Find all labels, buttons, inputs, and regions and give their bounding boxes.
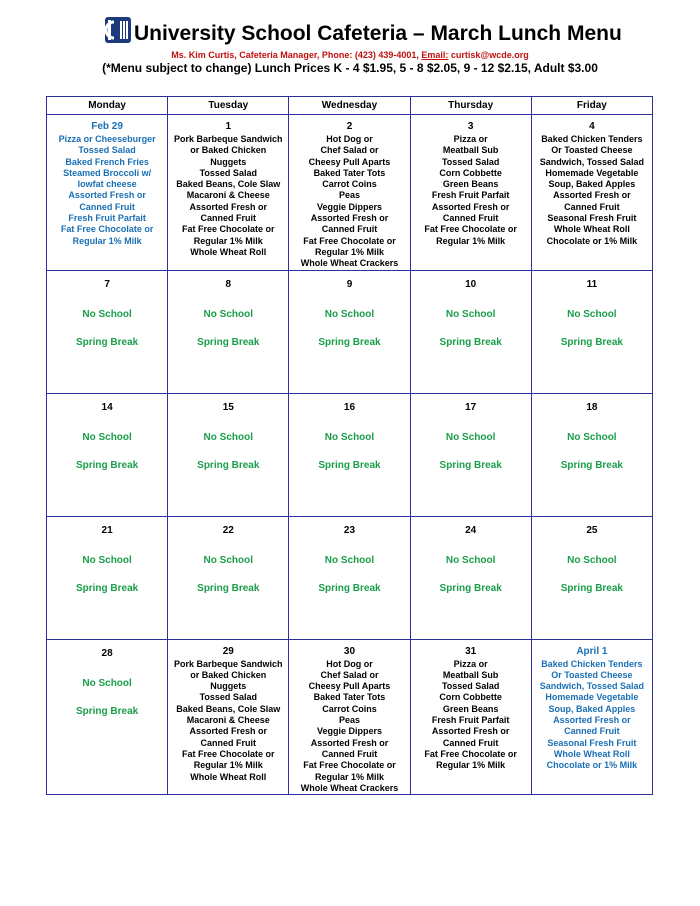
- day-date: 21: [101, 524, 113, 536]
- day-header: Friday: [531, 97, 652, 115]
- menu-item: lowfat cheese: [77, 179, 137, 190]
- price-line: (*Menu subject to change) Lunch Prices K - 4 $1.95, 5 - 8 $2.05, 9 - 12 $2.15, Adult $3.00: [102, 61, 598, 75]
- spring-break-label: Spring Break: [560, 582, 623, 594]
- menu-item: Regular 1% Milk: [193, 760, 263, 771]
- day-cell: [168, 270, 289, 393]
- day-cell: [531, 639, 652, 795]
- menu-item: Regular 1% Milk: [436, 760, 506, 771]
- no-school-label: No School: [445, 308, 496, 320]
- day-date: 31: [465, 645, 477, 657]
- week-row: [47, 516, 653, 639]
- menu-item: Sandwich, Tossed Salad: [539, 681, 645, 692]
- menu-item: or Baked Chicken: [190, 669, 267, 680]
- no-school-label: No School: [445, 554, 496, 566]
- day-date: 28: [101, 647, 113, 659]
- menu-item: Regular 1% Milk: [314, 246, 384, 257]
- day-date: 8: [225, 278, 232, 290]
- day-date: 4: [589, 121, 595, 132]
- menu-items: [411, 134, 531, 247]
- menu-item: Baked Tater Tots: [313, 692, 386, 703]
- no-school-label: No School: [567, 308, 617, 320]
- menu-item: Chef Salad or: [320, 669, 379, 680]
- day-cell: [410, 639, 531, 795]
- menu-item: Nuggets: [210, 681, 247, 692]
- menu-item: Baked Beans, Cole Slaw: [176, 703, 281, 714]
- menu-item: Pizza or Cheeseburger: [58, 134, 156, 144]
- menu-items: [532, 134, 652, 247]
- menu-items: [289, 659, 409, 795]
- no-school-label: No School: [324, 431, 375, 443]
- menu-items: [168, 134, 288, 258]
- menu-item: or Baked Chicken: [190, 145, 267, 156]
- spring-break-label: Spring Break: [197, 336, 260, 348]
- day-cell: [47, 115, 168, 271]
- day-cell: [47, 516, 168, 639]
- no-school-label: No School: [82, 677, 132, 689]
- menu-items: [47, 134, 167, 247]
- menu-item: Assorted Fresh or: [553, 715, 631, 726]
- no-school-label: No School: [324, 308, 375, 320]
- menu-item: Meatball Sub: [442, 669, 499, 680]
- day-date: 17: [465, 401, 477, 413]
- menu-item: Regular 1% Milk: [436, 235, 506, 246]
- day-header: Thursday: [410, 97, 531, 115]
- menu-item: Tossed Salad: [441, 681, 500, 692]
- spring-break-label: Spring Break: [560, 336, 623, 348]
- day-date: 30: [343, 645, 356, 657]
- day-cell: [47, 393, 168, 516]
- day-date: 1: [225, 121, 232, 132]
- day-cell: [531, 393, 652, 516]
- day-cell: [168, 393, 289, 516]
- menu-item: Meatball Sub: [442, 145, 499, 156]
- day-date: Feb 29: [91, 121, 123, 132]
- menu-item: Whole Wheat Roll: [553, 224, 630, 235]
- day-cell: [47, 639, 168, 795]
- email-label: Email:: [421, 50, 449, 60]
- menu-item: Chocolate or 1% Milk: [546, 235, 638, 246]
- menu-item: Fat Free Chocolate or: [182, 748, 275, 759]
- day-cell: [410, 516, 531, 639]
- menu-item: Sandwich, Tossed Salad: [539, 156, 645, 167]
- menu-item: Regular 1% Milk: [193, 235, 263, 246]
- day-header: Wednesday: [289, 97, 410, 115]
- day-header: Monday: [47, 97, 168, 115]
- menu-item: Tossed Salad: [199, 167, 257, 178]
- no-school-label: No School: [203, 431, 253, 443]
- day-cell: [289, 516, 410, 639]
- menu-item: Steamed Broccoli w/: [63, 167, 152, 178]
- menu-item: Regular 1% Milk: [72, 235, 142, 246]
- day-date: 9: [346, 278, 353, 290]
- no-school-label: No School: [203, 554, 253, 566]
- day-date: 2: [346, 121, 353, 132]
- menu-item: Fresh Fruit Parfait: [431, 190, 510, 201]
- day-header: Tuesday: [168, 97, 289, 115]
- no-school-label: No School: [445, 431, 496, 443]
- menu-item: Homemade Vegetable: [545, 692, 639, 703]
- menu-item: Fat Free Chocolate or: [424, 748, 517, 759]
- menu-item: Corn Cobbette: [439, 692, 502, 703]
- menu-item: Nuggets: [210, 156, 247, 167]
- menu-item: Pork Barbeque Sandwich: [174, 658, 283, 669]
- no-school-label: No School: [324, 554, 375, 566]
- no-school-label: No School: [567, 554, 617, 566]
- day-cell: [410, 393, 531, 516]
- menu-item: Hot Dog or: [326, 134, 373, 144]
- menu-item: Peas: [338, 715, 360, 726]
- spring-break-label: Spring Break: [197, 582, 260, 594]
- menu-item: Corn Cobbette: [439, 167, 502, 178]
- menu-item: Whole Wheat Crackers: [300, 258, 399, 269]
- day-cell: [531, 115, 652, 271]
- week-row: [47, 393, 653, 516]
- school-logo-icon: [104, 16, 132, 44]
- menu-item: Fat Free Chocolate or: [303, 235, 396, 246]
- day-date: 22: [222, 524, 234, 536]
- no-school-label: No School: [567, 431, 617, 443]
- day-cell: [168, 516, 289, 639]
- day-cell: [289, 115, 410, 271]
- week-row: [47, 270, 653, 393]
- spring-break-label: Spring Break: [318, 459, 381, 471]
- menu-item: Fresh Fruit Parfait: [68, 213, 146, 224]
- week-row: [47, 115, 653, 271]
- menu-items: [532, 659, 652, 772]
- menu-item: Baked Tater Tots: [313, 167, 386, 178]
- menu-item: Fat Free Chocolate or: [424, 224, 517, 235]
- week-row: [47, 639, 653, 795]
- day-date: 25: [586, 524, 598, 536]
- day-date: 29: [222, 645, 234, 657]
- spring-break-label: Spring Break: [75, 336, 139, 348]
- page-title: University School Cafeteria – March Lunch Menu: [134, 22, 622, 45]
- menu-item: Canned Fruit: [79, 201, 135, 212]
- spring-break-label: Spring Break: [318, 336, 381, 348]
- day-cell: [410, 115, 531, 271]
- page-header: [0, 0, 700, 92]
- day-date: 10: [465, 278, 477, 290]
- menu-item: Hot Dog or: [326, 658, 373, 669]
- spring-break-label: Spring Break: [439, 582, 502, 594]
- no-school-label: No School: [82, 431, 132, 443]
- day-date: 7: [104, 278, 110, 290]
- spring-break-label: Spring Break: [560, 459, 623, 471]
- menu-item: Canned Fruit: [321, 748, 378, 759]
- day-date: April 1: [576, 645, 608, 657]
- menu-item: Canned Fruit: [564, 726, 620, 737]
- day-cell: [531, 516, 652, 639]
- menu-items: [289, 134, 409, 270]
- day-date: 18: [586, 401, 598, 413]
- menu-item: Canned Fruit: [442, 213, 499, 224]
- menu-item: Cheesy Pull Aparts: [308, 681, 391, 692]
- no-school-label: No School: [82, 554, 132, 566]
- menu-item: Or Toasted Cheese: [551, 669, 633, 680]
- menu-item: Assorted Fresh or: [189, 726, 268, 737]
- contact-line: [0, 50, 700, 60]
- menu-item: Whole Wheat Roll: [190, 246, 267, 257]
- menu-item: Assorted Fresh or: [310, 737, 389, 748]
- day-cell: [289, 270, 410, 393]
- weekday-header-row: [47, 97, 653, 115]
- menu-item: Canned Fruit: [321, 224, 378, 235]
- menu-item: Assorted Fresh or: [310, 213, 389, 224]
- menu-items: [411, 659, 531, 772]
- day-cell: [531, 270, 652, 393]
- menu-item: Pork Barbeque Sandwich: [174, 134, 283, 144]
- menu-item: Canned Fruit: [200, 213, 257, 224]
- menu-item: Veggie Dippers: [316, 726, 382, 737]
- menu-item: Seasonal Fresh Fruit: [547, 737, 637, 748]
- menu-item: Cheesy Pull Aparts: [308, 156, 391, 167]
- menu-item: Assorted Fresh or: [431, 726, 510, 737]
- menu-item: Canned Fruit: [200, 737, 257, 748]
- menu-item: Fat Free Chocolate or: [182, 224, 275, 235]
- day-date: 23: [343, 524, 356, 536]
- menu-calendar: [46, 96, 653, 795]
- menu-item: Pizza or: [453, 658, 488, 669]
- menu-item: Baked Beans, Cole Slaw: [176, 179, 281, 190]
- day-cell: [410, 270, 531, 393]
- day-cell: [168, 639, 289, 795]
- menu-item: Green Beans: [442, 703, 499, 714]
- menu-items: [168, 659, 288, 783]
- menu-item: Tossed Salad: [441, 156, 500, 167]
- day-cell: [168, 115, 289, 271]
- menu-item: Whole Wheat Crackers: [300, 782, 399, 793]
- no-school-label: No School: [82, 308, 132, 320]
- spring-break-label: Spring Break: [197, 459, 260, 471]
- menu-item: Or Toasted Cheese: [551, 145, 633, 156]
- menu-item: Veggie Dippers: [316, 201, 382, 212]
- menu-item: Assorted Fresh or: [431, 201, 510, 212]
- day-cell: [47, 270, 168, 393]
- menu-item: Carrot Coins: [322, 703, 377, 714]
- menu-item: Seasonal Fresh Fruit: [547, 213, 637, 224]
- day-date: 14: [101, 401, 113, 413]
- menu-item: Whole Wheat Roll: [553, 748, 630, 759]
- day-date: 16: [343, 401, 356, 413]
- menu-item: Assorted Fresh or: [553, 190, 631, 201]
- spring-break-label: Spring Break: [75, 582, 139, 594]
- menu-item: Soup, Baked Apples: [548, 179, 636, 190]
- menu-item: Fat Free Chocolate or: [303, 760, 396, 771]
- menu-item: Assorted Fresh or: [189, 201, 268, 212]
- menu-item: Assorted Fresh or: [68, 190, 146, 201]
- menu-item: Carrot Coins: [322, 179, 377, 190]
- menu-item: Tossed Salad: [199, 692, 257, 703]
- menu-item: Baked Chicken Tenders: [541, 134, 643, 144]
- menu-item: Chocolate or 1% Milk: [546, 760, 638, 771]
- spring-break-label: Spring Break: [75, 705, 139, 717]
- menu-item: Green Beans: [442, 179, 499, 190]
- menu-item: Fat Free Chocolate or: [60, 224, 154, 235]
- menu-item: Macaroni & Cheese: [186, 190, 270, 201]
- menu-item: Baked French Fries: [65, 156, 149, 167]
- day-date: 24: [465, 524, 477, 536]
- menu-item: Baked Chicken Tenders: [541, 658, 643, 669]
- menu-item: Pizza or: [453, 134, 488, 144]
- menu-item: Canned Fruit: [564, 201, 620, 212]
- menu-item: Regular 1% Milk: [314, 771, 384, 782]
- menu-item: Peas: [338, 190, 360, 201]
- spring-break-label: Spring Break: [318, 582, 381, 594]
- day-date: 15: [222, 401, 234, 413]
- menu-item: Whole Wheat Roll: [190, 771, 267, 782]
- day-cell: [289, 639, 410, 795]
- spring-break-label: Spring Break: [439, 459, 502, 471]
- menu-item: Canned Fruit: [442, 737, 499, 748]
- spring-break-label: Spring Break: [75, 459, 139, 471]
- day-cell: [289, 393, 410, 516]
- spring-break-label: Spring Break: [439, 336, 502, 348]
- menu-item: Macaroni & Cheese: [186, 715, 270, 726]
- day-date: 11: [586, 278, 598, 290]
- menu-item: Homemade Vegetable: [545, 167, 639, 178]
- no-school-label: No School: [203, 308, 253, 320]
- contact-text: Ms. Kim Curtis, Cafeteria Manager, Phone: (423) 439-4001,: [171, 50, 419, 60]
- menu-item: Fresh Fruit Parfait: [431, 715, 510, 726]
- menu-item: Soup, Baked Apples: [548, 703, 636, 714]
- menu-item: Chef Salad or: [320, 145, 379, 156]
- day-date: 3: [467, 121, 474, 132]
- menu-item: Tossed Salad: [78, 145, 136, 156]
- email-link[interactable]: curtisk@wcde.org: [450, 50, 529, 60]
